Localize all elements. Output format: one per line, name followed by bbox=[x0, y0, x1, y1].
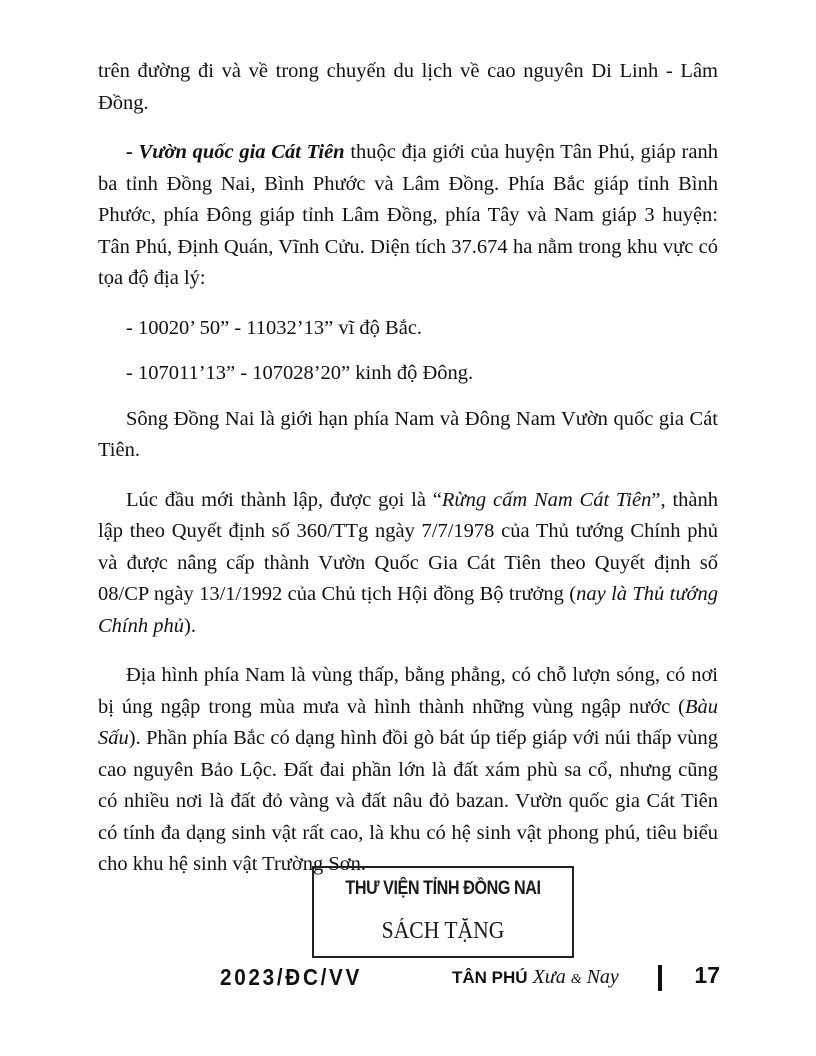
p4-italic-name: Rừng cấm Nam Cát Tiên bbox=[441, 488, 652, 511]
registration-number: 2023/ĐC/VV bbox=[220, 964, 363, 990]
coordinate-latitude: - 10020’ 50” - 11032’13” vĩ độ Bắc. bbox=[126, 316, 423, 339]
paragraph-2 bbox=[98, 137, 718, 295]
p4-text-e: ). bbox=[184, 614, 196, 637]
running-title-amp: & bbox=[570, 972, 582, 987]
page-footer bbox=[220, 962, 720, 996]
stamp-line-2: SÁCH TẶNG bbox=[381, 918, 505, 944]
paragraph-5 bbox=[98, 660, 718, 881]
running-title-bold: TÂN PHÚ bbox=[452, 968, 528, 987]
p5-text-c: ). Phần phía Bắc có dạng hình đồi gò bát úp tiếp giáp với núi thấp vùng cao nguyên Bảo Lộc. Đất đai phần lớn là đất xám phù sa cổ, nhưng cũng có nhiều nơi là đất đỏ vàng và đất nâu đỏ bazan. Vườn quốc gia Cát Tiên có tính đa dạng sinh vật rất cao, là khu có hệ sinh vật phong phú, tiêu biểu cho khu hệ sinh vật Trường Sơn. bbox=[98, 727, 718, 875]
running-title-xua: Xưa bbox=[532, 966, 566, 988]
p4-text-a: Lúc đầu mới thành lập, được gọi là “ bbox=[126, 488, 442, 511]
paragraph-4 bbox=[98, 485, 718, 643]
p4-italic-note: nay là Thủ tướng Chính phủ bbox=[98, 583, 719, 637]
stamp-line-1: THƯ VIỆN TỈNH ĐỒNG NAI bbox=[345, 878, 541, 899]
page-number: 17 bbox=[694, 962, 720, 988]
running-title-nay: Nay bbox=[586, 966, 619, 988]
footer-divider-bar bbox=[658, 965, 662, 991]
coordinate-longitude: - 107011’13” - 107028’20” kinh độ Đông. bbox=[126, 362, 474, 384]
p5-italic-place: Bàu Sấu bbox=[98, 695, 718, 749]
library-stamp bbox=[312, 866, 574, 958]
running-title bbox=[452, 966, 619, 989]
paragraph-2-text: thuộc địa giới của huyện Tân Phú, giáp ranh ba tỉnh Đồng Nai, Bình Phước và Lâm Đồng. Phía Bắc giáp tỉnh Bình Phước, phía Đông giáp tỉnh Lâm Đồng, phía Tây và Nam giáp 3 huyện: Tân Phú, Định Quán, Vĩnh Cửu. Diện tích 37.674 ha nằm trong khu vực có tọa độ địa lý: bbox=[98, 141, 718, 289]
paragraph-1-text: trên đường đi và về trong chuyến du lịch về cao nguyên Di Linh - Lâm Đồng. bbox=[98, 60, 718, 114]
page-body bbox=[98, 56, 718, 899]
paragraph-1 bbox=[98, 56, 718, 119]
p4-text-c: ”, thành lập theo Quyết định số 360/TTg ngày 7/7/1978 của Thủ tướng Chính phủ và được nâng cấp thành Vườn Quốc Gia Cát Tiên theo Quyết định số 08/CP ngày 13/1/1992 của Chủ tịch Hội đồng Bộ trưởng ( bbox=[98, 488, 718, 605]
park-heading: - Vườn quốc gia Cát Tiên bbox=[126, 141, 345, 163]
paragraph-3: Sông Đồng Nai là giới hạn phía Nam và Đông Nam Vườn quốc gia Cát Tiên. bbox=[98, 407, 718, 461]
p5-text-a: Địa hình phía Nam là vùng thấp, bằng phẳng, có chỗ lượn sóng, có nơi bị úng ngập trong mùa mưa và hình thành những vùng ngập nước ( bbox=[98, 664, 718, 718]
